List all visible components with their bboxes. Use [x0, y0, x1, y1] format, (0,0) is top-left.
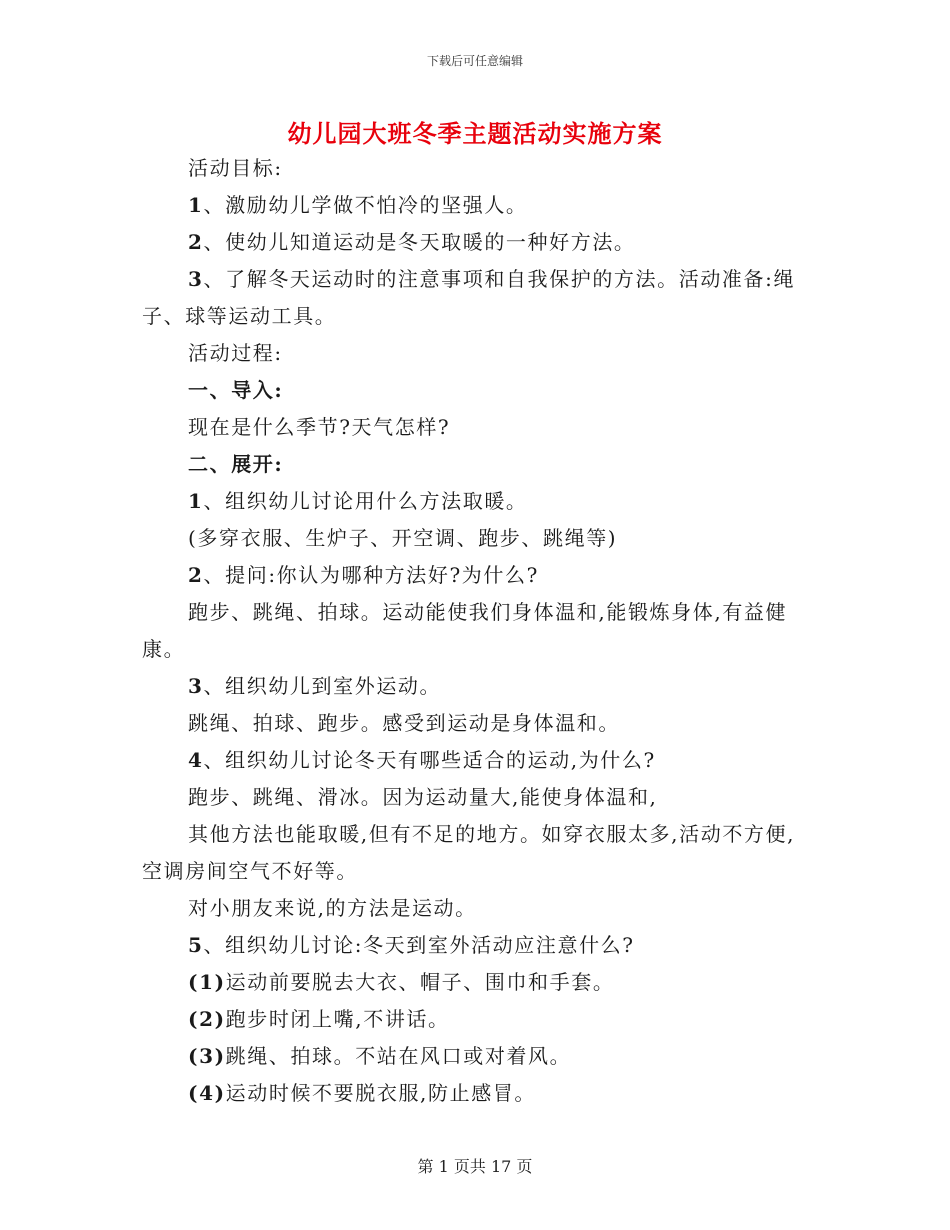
paragraph: 活动过程:: [188, 341, 283, 365]
page-header-note: 下载后可任意编辑: [426, 54, 523, 68]
paragraph: (多穿衣服、生炉子、开空调、跑步、跳绳等): [188, 526, 618, 550]
list-item: 1、组织幼儿讨论用什么方法取暖。: [188, 489, 528, 513]
paragraph: 其他方法也能取暖,但有不足的地方。如穿衣服太多,活动不方便,空调房间空气不好等。: [142, 822, 796, 883]
list-item: 1、激励幼儿学做不怕冷的坚强人。: [188, 193, 528, 217]
paragraph: 跑步、跳绳、拍球。运动能使我们身体温和,能锻炼身体,有益健康。: [142, 600, 788, 661]
list-item: (3)跳绳、拍球。不站在风口或对着风。: [188, 1044, 572, 1068]
paragraph: 现在是什么季节?天气怎样?: [188, 415, 451, 439]
paragraph: 跑步、跳绳、滑冰。因为运动量大,能使身体温和,: [188, 785, 658, 809]
list-item: 3、组织幼儿到室外运动。: [188, 674, 442, 698]
list-item: (4)运动时候不要脱衣服,防止感冒。: [188, 1081, 537, 1105]
section-heading: 一、导入:: [188, 378, 284, 402]
list-item: 4、组织幼儿讨论冬天有哪些适合的运动,为什么?: [188, 748, 656, 772]
section-heading: 二、展开:: [188, 452, 284, 476]
paragraph: 跳绳、拍球、跑步。感受到运动是身体温和。: [188, 711, 620, 735]
document-title: 幼儿园大班冬季主题活动实施方案: [287, 119, 663, 148]
paragraph: 对小朋友来说,的方法是运动。: [188, 896, 477, 920]
paragraph: 活动目标:: [188, 156, 283, 180]
list-item: 2、使幼儿知道运动是冬天取暖的一种好方法。: [188, 230, 636, 254]
page-number: 第 1 页共 17 页: [417, 1157, 533, 1176]
list-item: 2、提问:你认为哪种方法好?为什么?: [188, 563, 539, 587]
document-body: [142, 150, 808, 1112]
list-item: (1)运动前要脱去大衣、帽子、围巾和手套。: [188, 970, 615, 994]
list-item: (2)跑步时闭上嘴,不讲话。: [188, 1007, 450, 1031]
list-item: 5、组织幼儿讨论:冬天到室外活动应注意什么?: [188, 933, 635, 957]
list-item: 3、了解冬天运动时的注意事项和自我保护的方法。活动准备:绳子、球等运动工具。: [142, 267, 796, 328]
